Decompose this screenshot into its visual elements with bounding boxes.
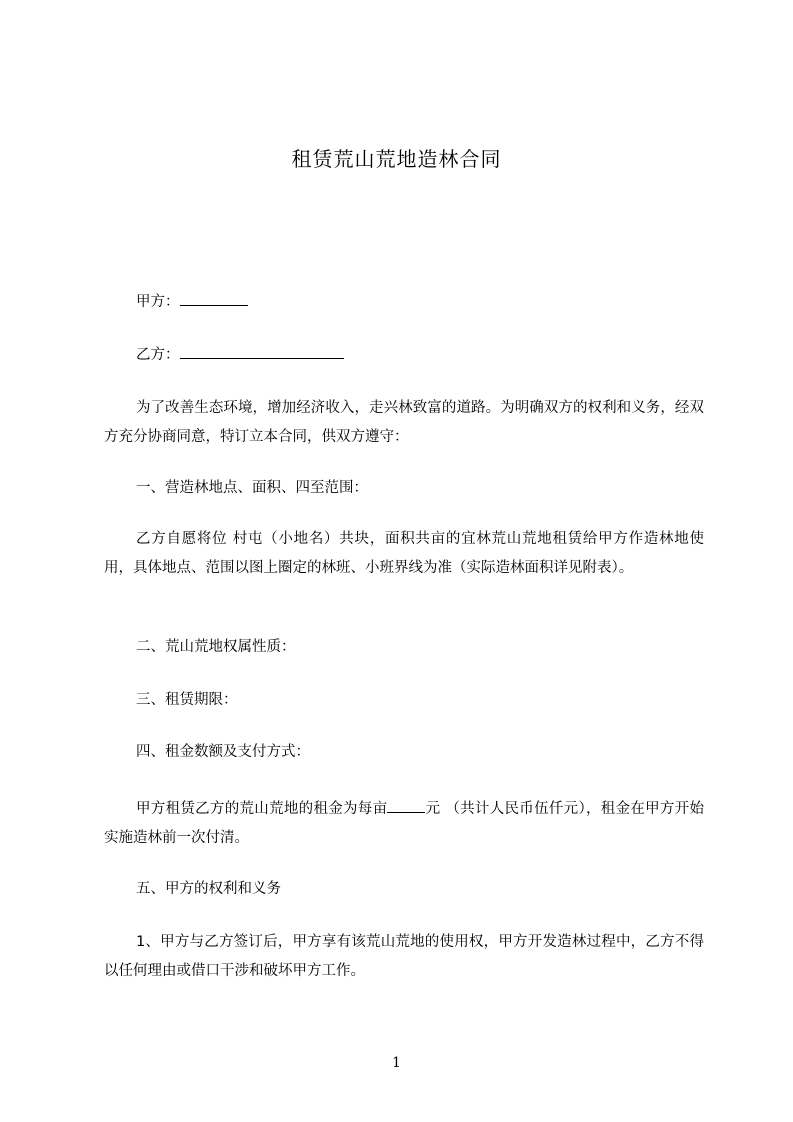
party-b-line <box>136 344 344 365</box>
rent-amount-blank <box>387 798 425 813</box>
section3-heading: 三、租赁期限： <box>136 692 238 708</box>
section1-body: 乙方自愿将位 村屯（小地名）共块，面积共亩的宜林荒山荒地租赁给甲方作造林地使用，具体地点、范围以图上圈定的林班、小班界线为准（实际造林面积详见附表）。 <box>104 531 704 576</box>
party-b-blank <box>180 344 344 359</box>
party-a-label: 甲方： <box>136 294 180 310</box>
section2-heading: 二、荒山荒地权属性质： <box>136 639 296 655</box>
section1-heading: 一、营造林地点、面积、四至范围： <box>136 480 368 496</box>
party-a-line <box>136 291 248 312</box>
section4-body <box>104 795 704 853</box>
party-a-blank <box>180 291 248 306</box>
party-b-label: 乙方： <box>136 347 180 363</box>
document-title: 租赁荒山荒地造林合同 <box>291 147 502 171</box>
page-number: 1 <box>392 1055 401 1071</box>
section4-heading: 四、租金数额及支付方式： <box>136 744 310 760</box>
section4-body-after: 元 （共计人民币伍仟元），租金在甲方开始实施造林前一次付清。 <box>104 801 704 846</box>
intro-paragraph: 为了改善生态环境，增加经济收入，走兴林致富的道路。为明确双方的权利和义务，经双方充分协商同意，特订立本合同，供双方遵守： <box>104 400 704 445</box>
section5-heading: 五、甲方的权利和义务 <box>136 881 281 897</box>
section4-body-before: 甲方租赁乙方的荒山荒地的租金为每亩 <box>136 801 388 817</box>
section5-item1: 1、甲方与乙方签订后，甲方享有该荒山荒地的使用权，甲方开发造林过程中，乙方不得以任何理由或借口干涉和破坏甲方工作。 <box>104 934 704 979</box>
